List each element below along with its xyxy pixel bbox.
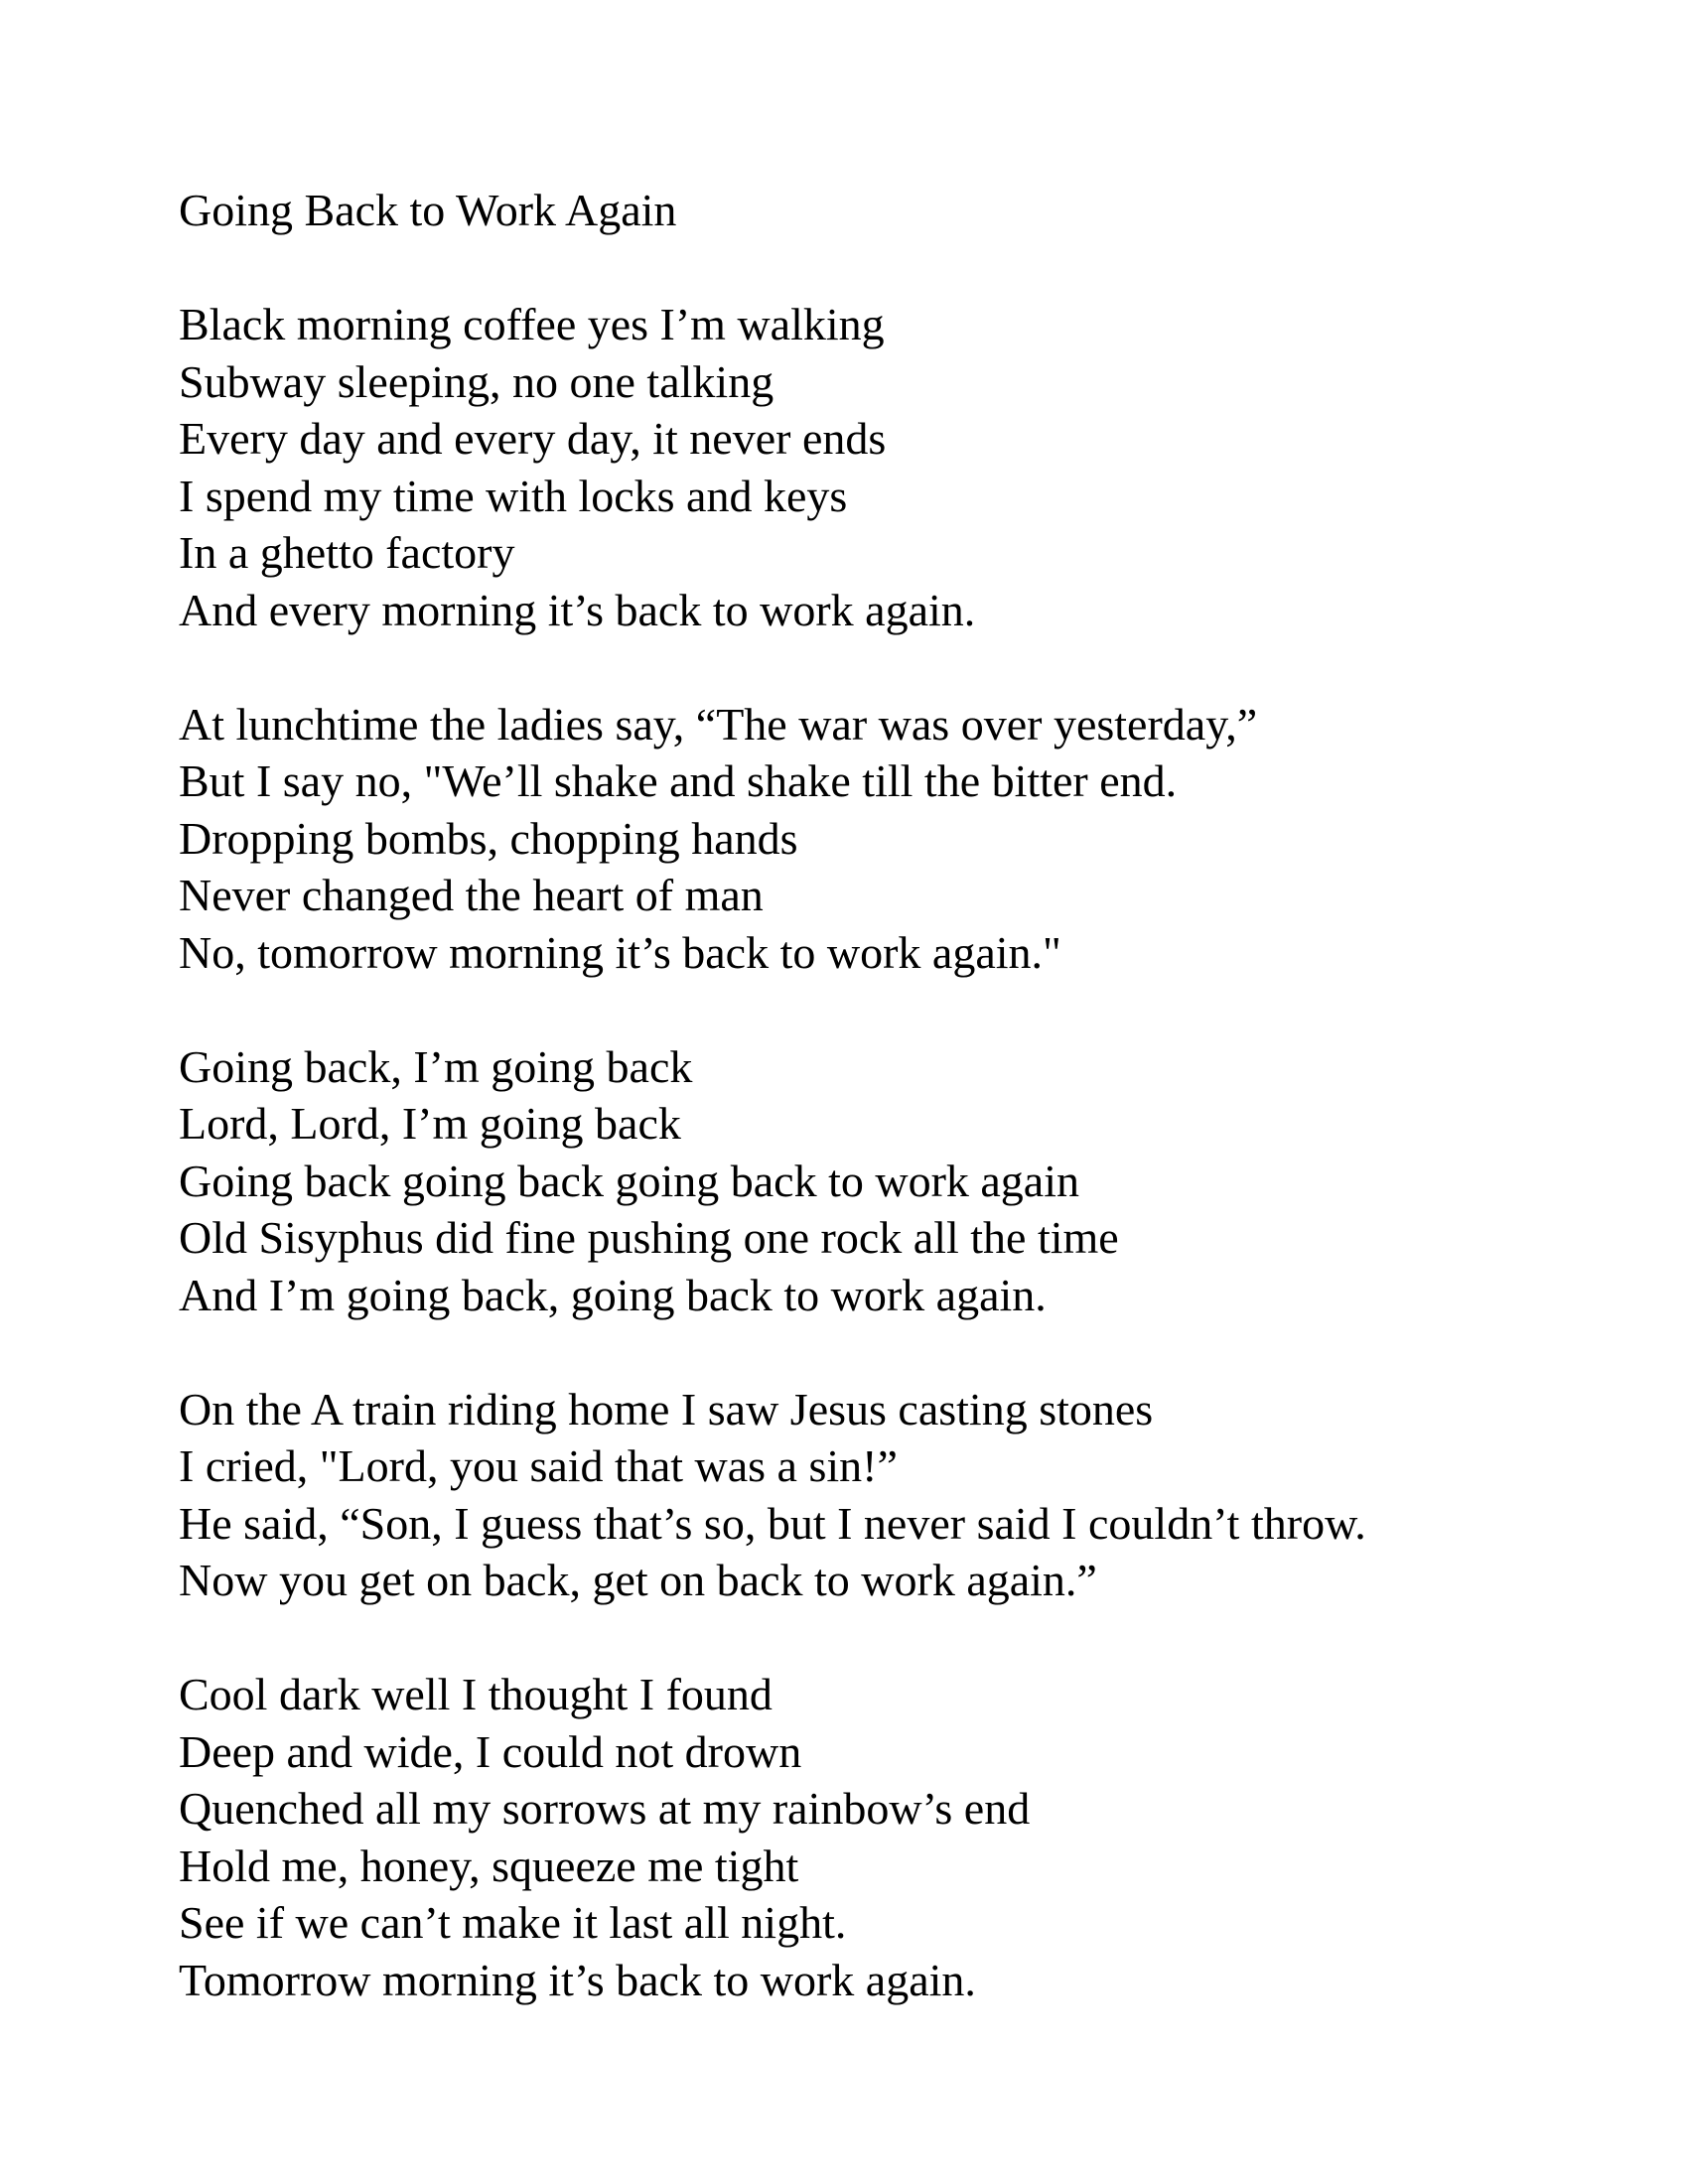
poem-line: He said, “Son, I guess that’s so, but I never said I couldn’t throw. <box>179 1497 1366 1549</box>
poem-line: On the A train riding home I saw Jesus casting stones <box>179 1383 1154 1434</box>
poem-line: Subway sleeping, no one talking <box>179 355 774 407</box>
poem-line: In a ghetto factory <box>179 527 515 578</box>
poem-line: I spend my time with locks and keys <box>179 470 848 521</box>
stanza-5 <box>179 1666 1628 2008</box>
poem-line: Never changed the heart of man <box>179 870 764 920</box>
poem-line: No, tomorrow morning it’s back to work again." <box>179 926 1061 978</box>
poem-body <box>179 182 1628 2066</box>
poem-line: Tomorrow morning it’s back to work again. <box>179 1954 976 2005</box>
stanza-1 <box>179 296 1628 638</box>
poem-line: Hold me, honey, squeeze me tight <box>179 1840 799 1891</box>
poem-line: See if we can’t make it last all night. <box>179 1897 847 1948</box>
poem-line: I cried, "Lord, you said that was a sin!” <box>179 1440 898 1491</box>
poem-line: Every day and every day, it never ends <box>179 413 887 464</box>
poem-line: Now you get on back, get on back to work again.” <box>179 1555 1097 1605</box>
poem-line: Black morning coffee yes I’m walking <box>179 299 885 349</box>
poem-line: At lunchtime the ladies say, “The war was over yesterday,” <box>179 698 1258 750</box>
poem-line: Going back going back going back to work again <box>179 1155 1079 1206</box>
poem-line: And I’m going back, going back to work again. <box>179 1269 1047 1320</box>
poem-line: Going back, I’m going back <box>179 1040 693 1092</box>
stanza-3-chorus <box>179 1038 1628 1324</box>
poem-line: Lord, Lord, I’m going back <box>179 1098 681 1149</box>
stanza-4 <box>179 1381 1628 1609</box>
poem-line: Dropping bombs, chopping hands <box>179 812 798 864</box>
poem-line: Cool dark well I thought I found <box>179 1669 773 1719</box>
poem-line: Deep and wide, I could not drown <box>179 1725 802 1777</box>
poem-line: But I say no, "We’ll shake and shake till the bitter end. <box>179 755 1178 806</box>
poem-title: Going Back to Work Again <box>179 185 677 235</box>
poem-line: Old Sisyphus did fine pushing one rock all the time <box>179 1212 1119 1263</box>
poem-line: And every morning it’s back to work again. <box>179 584 976 635</box>
stanza-2 <box>179 696 1628 982</box>
poem-line: Quenched all my sorrows at my rainbow’s end <box>179 1783 1031 1834</box>
